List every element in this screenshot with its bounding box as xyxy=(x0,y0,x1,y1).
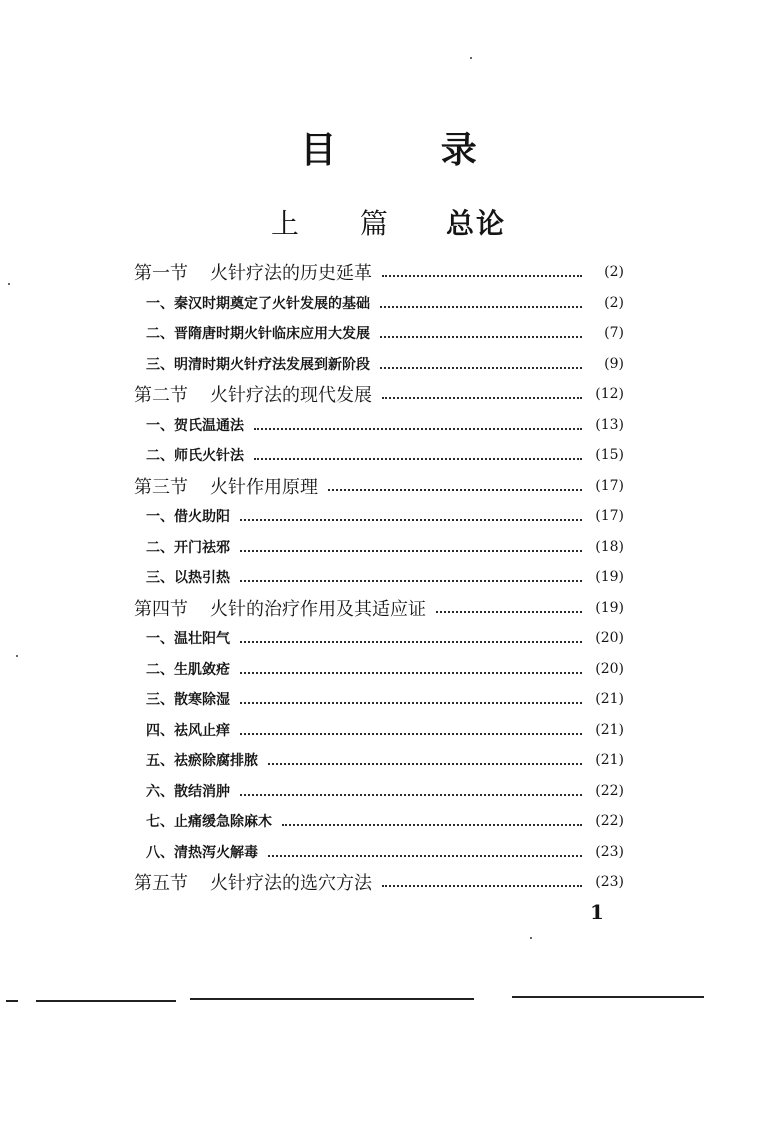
toc-item-row xyxy=(134,288,624,319)
scan-speck xyxy=(16,655,18,657)
toc-leader-dots xyxy=(380,365,582,369)
toc-section-number: 第五节 xyxy=(134,873,188,895)
toc-item-title: 一、温壮阳气 xyxy=(146,631,230,648)
part-subject: 总论 xyxy=(445,207,506,240)
scan-speck xyxy=(470,57,472,59)
toc-page-number: (21) xyxy=(595,752,624,769)
toc-item-title: 六、散结消肿 xyxy=(146,783,230,800)
toc-leader-dots xyxy=(282,822,582,826)
toc-item-row xyxy=(134,349,624,380)
toc-page-number: (9) xyxy=(604,355,624,372)
toc-item-title: 三、明清时期火针疗法发展到新阶段 xyxy=(146,356,370,373)
toc-leader-dots xyxy=(436,609,582,613)
toc-item-title: 二、开门祛邪 xyxy=(146,539,230,556)
toc-item-row xyxy=(134,654,624,685)
part-heading xyxy=(0,204,777,244)
toc-leader-dots xyxy=(240,700,582,704)
toc-leader-dots xyxy=(254,426,582,430)
toc-item-row xyxy=(134,318,624,349)
toc-section-row xyxy=(134,257,624,288)
toc-item-row xyxy=(134,806,624,837)
toc-item-title: 五、祛瘀除腐排脓 xyxy=(146,753,258,770)
toc-leader-dots xyxy=(240,670,582,674)
toc-item-row xyxy=(134,623,624,654)
toc-page-number: (2) xyxy=(604,264,624,281)
toc-section-number: 第四节 xyxy=(134,598,188,620)
toc-page-number: (22) xyxy=(595,782,624,799)
toc-page-number: (13) xyxy=(595,416,624,433)
toc-section-text: 火针的治疗作用及其适应证 xyxy=(210,598,426,620)
toc-item-title: 八、清热泻火解毒 xyxy=(146,844,258,861)
part-label: 上 篇 xyxy=(271,207,414,240)
toc-page-number: (20) xyxy=(595,660,624,677)
toc-leader-dots xyxy=(240,548,582,552)
toc-section-row xyxy=(134,379,624,410)
toc-item-row xyxy=(134,410,624,441)
toc-page-number: (19) xyxy=(595,599,624,616)
toc-section-title xyxy=(134,595,426,621)
toc-page-number: (7) xyxy=(604,325,624,342)
toc-item-row xyxy=(134,745,624,776)
toc-item-row xyxy=(134,837,624,868)
toc-leader-dots xyxy=(380,304,582,308)
toc-item-row xyxy=(134,501,624,532)
toc-section-number: 第二节 xyxy=(134,385,188,407)
toc-section-title xyxy=(134,259,372,285)
toc-section-title xyxy=(134,381,372,407)
table-of-contents xyxy=(134,257,624,898)
page-title: 目 录 xyxy=(300,130,523,171)
toc-section-title xyxy=(134,869,372,895)
toc-item-title: 七、止痛缓急除麻木 xyxy=(146,814,272,831)
toc-section-text: 火针疗法的历史延革 xyxy=(210,263,372,285)
toc-page-number: (20) xyxy=(595,630,624,647)
toc-leader-dots xyxy=(268,853,582,857)
toc-section-text: 火针疗法的现代发展 xyxy=(210,385,372,407)
toc-page-number: (23) xyxy=(595,843,624,860)
bottom-rule-1 xyxy=(36,1000,176,1002)
toc-item-row xyxy=(134,776,624,807)
toc-section-row xyxy=(134,471,624,502)
toc-page-number: (2) xyxy=(604,294,624,311)
toc-page-number: (17) xyxy=(595,477,624,494)
page-number: 1 xyxy=(590,900,604,924)
toc-page-number: (21) xyxy=(595,691,624,708)
toc-section-number: 第三节 xyxy=(134,476,188,498)
toc-leader-dots xyxy=(382,395,582,399)
toc-section-text: 火针作用原理 xyxy=(210,476,318,498)
toc-section-number: 第一节 xyxy=(134,263,188,285)
toc-item-title: 四、祛风止痒 xyxy=(146,722,230,739)
toc-item-title: 二、晋隋唐时期火针临床应用大发展 xyxy=(146,326,370,343)
toc-item-row xyxy=(134,562,624,593)
toc-leader-dots xyxy=(382,883,582,887)
toc-item-title: 一、借火助阳 xyxy=(146,509,230,526)
scan-speck xyxy=(8,283,10,285)
toc-page-number: (18) xyxy=(595,538,624,555)
bottom-rule-2 xyxy=(190,998,474,1000)
toc-item-row xyxy=(134,532,624,563)
toc-leader-dots xyxy=(254,456,582,460)
toc-item-title: 一、秦汉时期奠定了火针发展的基础 xyxy=(146,295,370,312)
toc-page-number: (21) xyxy=(595,721,624,738)
toc-item-title: 三、以热引热 xyxy=(146,570,230,587)
toc-leader-dots xyxy=(240,578,582,582)
toc-section-title xyxy=(134,473,318,499)
scan-speck xyxy=(530,937,532,939)
toc-section-row xyxy=(134,593,624,624)
bottom-rule-3 xyxy=(512,996,704,998)
toc-leader-dots xyxy=(240,517,582,521)
toc-leader-dots xyxy=(380,334,582,338)
toc-item-row xyxy=(134,715,624,746)
toc-item-row xyxy=(134,440,624,471)
toc-leader-dots xyxy=(382,273,582,277)
toc-page-number: (22) xyxy=(595,813,624,830)
toc-page-number: (12) xyxy=(595,386,624,403)
toc-item-title: 三、散寒除湿 xyxy=(146,692,230,709)
toc-page-number: (23) xyxy=(595,874,624,891)
toc-leader-dots xyxy=(240,639,582,643)
toc-item-title: 一、贺氏温通法 xyxy=(146,417,244,434)
toc-page-number: (15) xyxy=(595,447,624,464)
toc-section-text: 火针疗法的选穴方法 xyxy=(210,873,372,895)
toc-leader-dots xyxy=(240,792,582,796)
toc-section-row xyxy=(134,867,624,898)
bottom-rule-left xyxy=(6,1000,18,1002)
toc-page-number: (19) xyxy=(595,569,624,586)
toc-page-number: (17) xyxy=(595,508,624,525)
toc-leader-dots xyxy=(268,761,582,765)
toc-item-title: 二、师氏火针法 xyxy=(146,448,244,465)
toc-item-title: 二、生肌敛疮 xyxy=(146,661,230,678)
toc-leader-dots xyxy=(328,487,582,491)
toc-leader-dots xyxy=(240,731,582,735)
toc-item-row xyxy=(134,684,624,715)
